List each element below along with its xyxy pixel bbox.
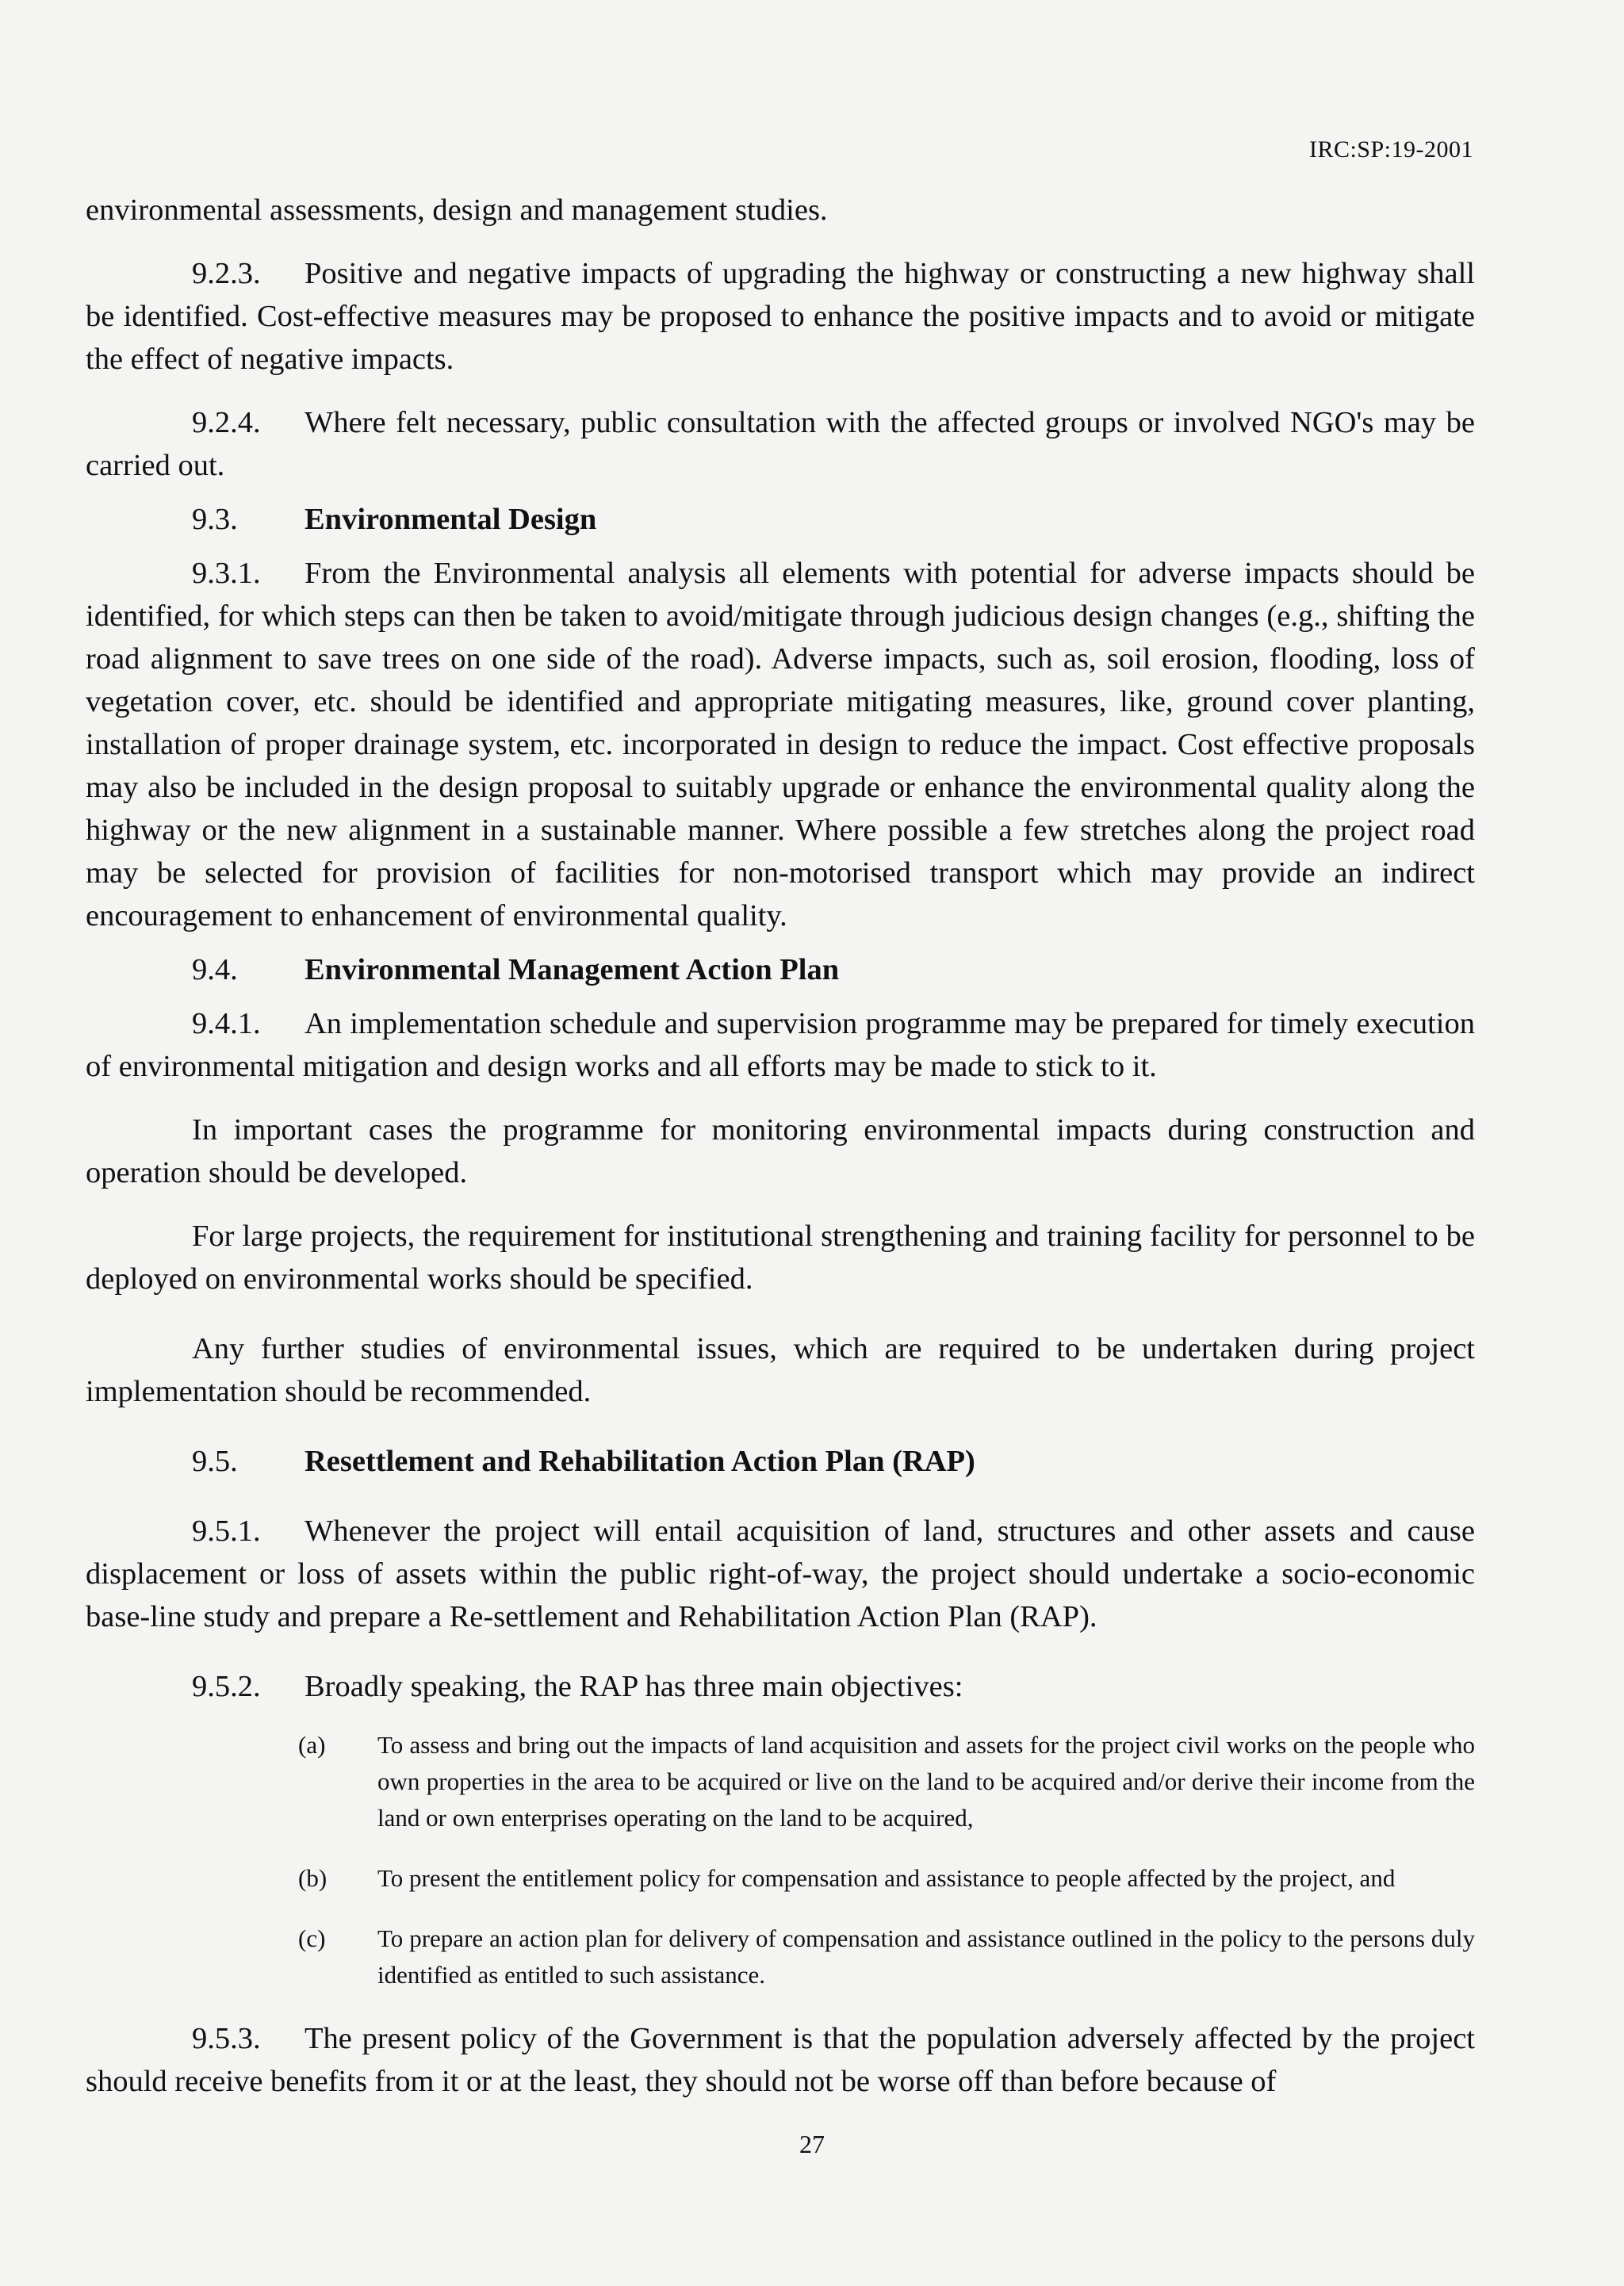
paragraph-9-4-1: [86, 1002, 1475, 1088]
paragraph-9-5-1: [86, 1510, 1475, 1638]
objectives-list: [298, 1727, 1475, 1993]
heading-9-3: [86, 498, 1475, 541]
paragraph-9-5-3: [86, 2017, 1475, 2103]
list-item-text: To present the entitlement policy for compensation and assistance to people affected by the project, and: [377, 1864, 1396, 1892]
paragraph-9-5-2: [86, 1665, 1475, 1708]
paragraph-large-projects: For large projects, the requirement for institutional strengthening and training facility for personnel to be deployed on environmental works should be specified.: [86, 1220, 1475, 1296]
section-number: 9.2.4.: [192, 406, 261, 439]
list-item-text: To prepare an action plan for delivery of compensation and assistance outlined in the policy to the persons duly identified as entitled to such assistance.: [377, 1924, 1475, 1989]
list-item: [298, 1860, 1475, 1897]
paragraph-further-studies: Any further studies of environmental issues, which are required to be undertaken during project implementation should be recommended.: [86, 1332, 1475, 1408]
paragraph-text: Positive and negative impacts of upgrading the highway or constructing a new highway shall be identified. Cost-effective measures may be proposed to enhance the positive impacts and to avoid or mitigate the effect of negative impacts.: [86, 257, 1475, 376]
section-title: Environmental Design: [304, 503, 597, 536]
page-number: 27: [799, 2130, 825, 2158]
section-number: 9.4.1.: [192, 1007, 261, 1040]
paragraph-text: Whenever the project will entail acquisition of land, structures and other assets and cause displacement or loss of assets within the public right-of-way, the project should undertake a socio-economic base-line study and prepare a Re-settlement and Rehabilitation Action Plan (RAP).: [86, 1514, 1475, 1633]
list-item: [298, 1920, 1475, 1993]
section-number: 9.3.1.: [192, 557, 261, 590]
document-code: IRC:SP:19-2001: [1308, 136, 1473, 163]
paragraph-continued: environmental assessments, design and management studies.: [86, 193, 828, 227]
section-number: 9.3.: [192, 503, 238, 536]
section-number: 9.5.3.: [192, 2022, 261, 2055]
paragraph-text: Where felt necessary, public consultation with the affected groups or involved NGO's may be carried out.: [86, 406, 1475, 482]
section-title: Environmental Management Action Plan: [304, 953, 840, 986]
heading-9-5: [86, 1440, 1475, 1483]
list-marker: (b): [298, 1864, 327, 1892]
paragraph-text: From the Environmental analysis all elements with potential for adverse impacts should be identified, for which steps can then be taken to avoid/mitigate through judicious design changes (e.g., shifting the road alignment to save trees on one side of the road). Adverse impacts, such as, soil erosion, flooding, loss of vegetation cover, etc. should be identified and appropriate mitigating measures, like, ground cover planting, installation of proper drainage system, etc. incorporated in design to reduce the impact. Cost effective proposals may also be included in the design proposal to suitably upgrade or enhance the environmental quality along the highway or the new alignment in a sustainable manner. Where possible a few stretches along the project road may be selected for provision of facilities for non-motorised transport which may provide an indirect encouragement to enhancement of environmental quality.: [86, 557, 1475, 932]
list-marker: (c): [298, 1924, 326, 1952]
section-number: 9.4.: [192, 953, 238, 986]
section-number: 9.5.2.: [192, 1670, 261, 1703]
paragraph-9-2-3: [86, 252, 1475, 381]
section-number: 9.2.3.: [192, 257, 261, 290]
list-item-text: To assess and bring out the impacts of land acquisition and assets for the project civil works on the people who own properties in the area to be acquired or live on the land to be acquired and/or derive their income from the land or own enterprises operating on the land to be acquired,: [377, 1731, 1475, 1832]
body-text: [86, 189, 1475, 2103]
list-marker: (a): [298, 1731, 326, 1759]
paragraph-9-2-4: [86, 401, 1475, 487]
paragraph-text: Broadly speaking, the RAP has three main objectives:: [304, 1670, 963, 1703]
heading-9-4: [86, 948, 1475, 991]
paragraph-monitoring: In important cases the programme for monitoring environmental impacts during construction and operation should be developed.: [86, 1113, 1475, 1189]
section-title: Resettlement and Rehabilitation Action Plan (RAP): [304, 1445, 975, 1478]
section-number: 9.5.: [192, 1445, 238, 1478]
paragraph-9-3-1: [86, 552, 1475, 937]
list-item: [298, 1727, 1475, 1836]
paragraph-text: The present policy of the Government is that the population adversely affected by the project should receive benefits from it or at the least, they should not be worse off than before because of: [86, 2022, 1475, 2098]
section-number: 9.5.1.: [192, 1514, 261, 1548]
paragraph-text: An implementation schedule and supervision programme may be prepared for timely execution of environmental mitigation and design works and all efforts may be made to stick to it.: [86, 1007, 1475, 1083]
